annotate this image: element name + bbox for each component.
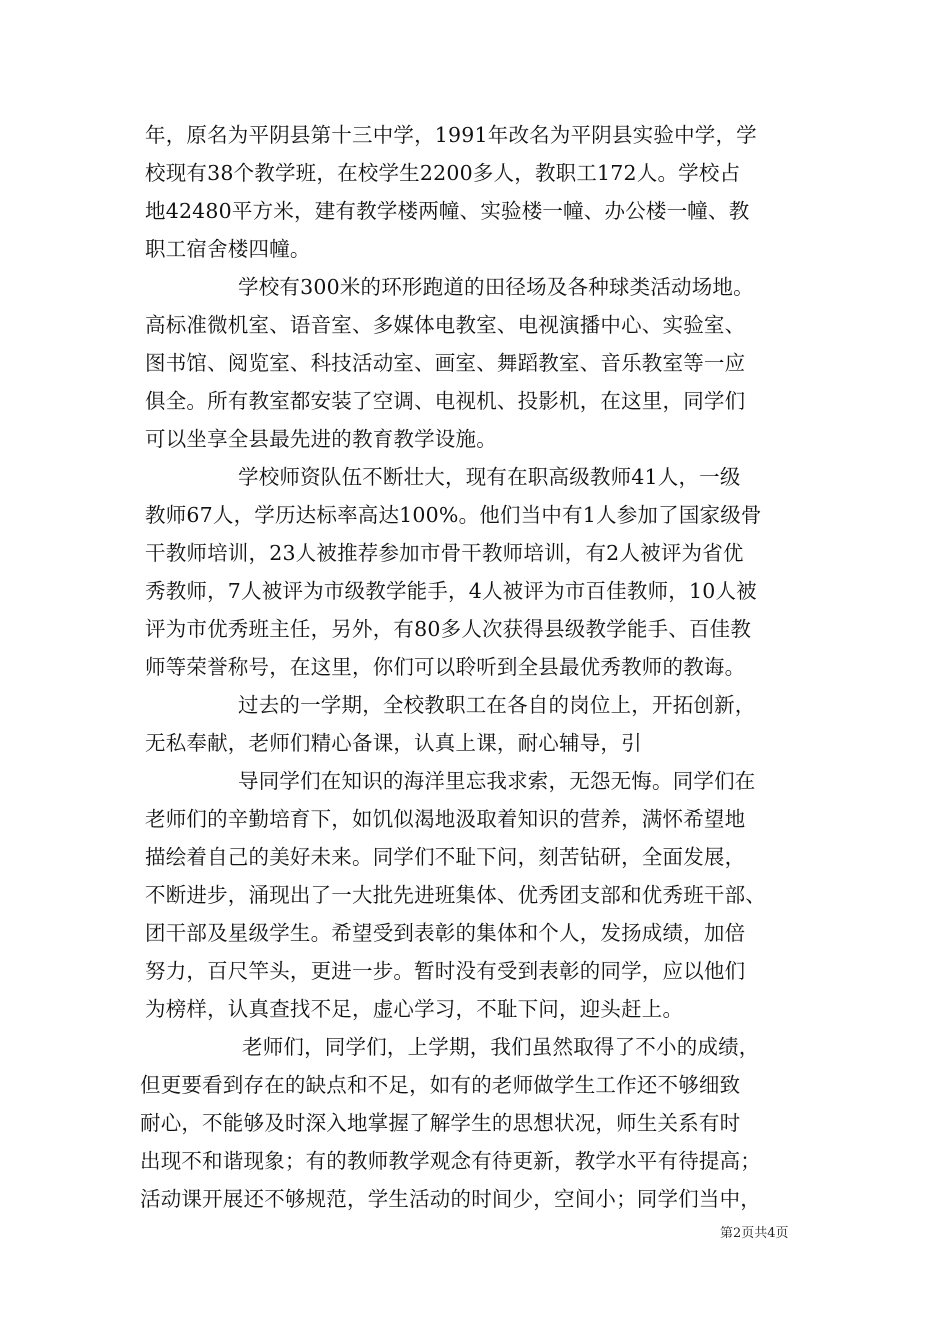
page-number-footer: 第2页共4页 (720, 1226, 789, 1241)
text-line: 但更要看到存在的缺点和不足，如有的老师做学生工作还不够细致 (140, 1073, 741, 1097)
text-line: 教师67人，学历达标率高达100%。他们当中有1人参加了国家级骨 (145, 503, 762, 527)
text-line: 高标准微机室、语音室、多媒体电教室、电视演播中心、实验室、 (145, 313, 746, 337)
text-line: 出现不和谐现象；有的教师教学观念有待更新，教学水平有待提高； (140, 1149, 761, 1173)
text-line: 努力，百尺竿头，更进一步。暂时没有受到表彰的同学，应以他们 (145, 959, 746, 983)
text-line: 师等荣誉称号，在这里，你们可以聆听到全县最优秀教师的教诲。 (145, 655, 746, 679)
text-line: 不断进步，涌现出了一大批先进班集体、优秀团支部和优秀班干部、 (145, 883, 766, 907)
text-line: 地42480平方米，建有教学楼两幢、实验楼一幢、办公楼一幢、教 (145, 199, 750, 223)
text-line: 俱全。所有教室都安装了空调、电视机、投影机，在这里，同学们 (145, 389, 746, 413)
paragraph-first-line: 导同学们在知识的海洋里忘我求索，无怨无悔。同学们在 (238, 769, 756, 793)
text-line: 年，原名为平阴县第十三中学，1991年改名为平阴县实验中学，学 (145, 123, 757, 147)
text-line: 可以坐享全县最先进的教育教学设施。 (145, 427, 497, 451)
text-line: 活动课开展还不够规范，学生活动的时间少，空间小；同学们当中， (140, 1187, 761, 1211)
text-line: 描绘着自己的美好未来。同学们不耻下问，刻苦钻研，全面发展， (145, 845, 746, 869)
text-line: 图书馆、阅览室、科技活动室、画室、舞蹈教室、音乐教室等一应 (145, 351, 746, 375)
text-line: 耐心，不能够及时深入地掌握了解学生的思想状况，师生关系有时 (140, 1111, 741, 1135)
paragraph-first-line: 老师们，同学们，上学期，我们虽然取得了不小的成绩， (242, 1035, 760, 1059)
text-line: 为榜样，认真查找不足，虚心学习，不耻下问，迎头赶上。 (145, 997, 684, 1021)
text-line: 老师们的辛勤培育下，如饥似渴地汲取着知识的营养，满怀希望地 (145, 807, 746, 831)
text-line: 秀教师，7人被评为市级教学能手，4人被评为市百佳教师，10人被 (145, 579, 757, 603)
paragraph-first-line: 学校有300米的环形跑道的田径场及各种球类活动场地。 (238, 275, 754, 299)
paragraph-first-line: 学校师资队伍不断壮大，现有在职高级教师41人，一级 (238, 465, 741, 489)
text-line: 评为市优秀班主任，另外，有80多人次获得县级教学能手、百佳教 (145, 617, 752, 641)
text-line: 无私奉献，老师们精心备课，认真上课，耐心辅导，引 (145, 731, 642, 755)
text-line: 干教师培训，23人被推荐参加市骨干教师培训，有2人被评为省优 (145, 541, 744, 565)
text-line: 校现有38个教学班，在校学生2200多人，教职工172人。学校占 (145, 161, 741, 185)
text-line: 职工宿舍楼四幢。 (145, 237, 311, 261)
paragraph-first-line: 过去的一学期，全校教职工在各自的岗位上，开拓创新， (238, 693, 756, 717)
text-line: 团干部及星级学生。希望受到表彰的集体和个人，发扬成绩，加倍 (145, 921, 746, 945)
